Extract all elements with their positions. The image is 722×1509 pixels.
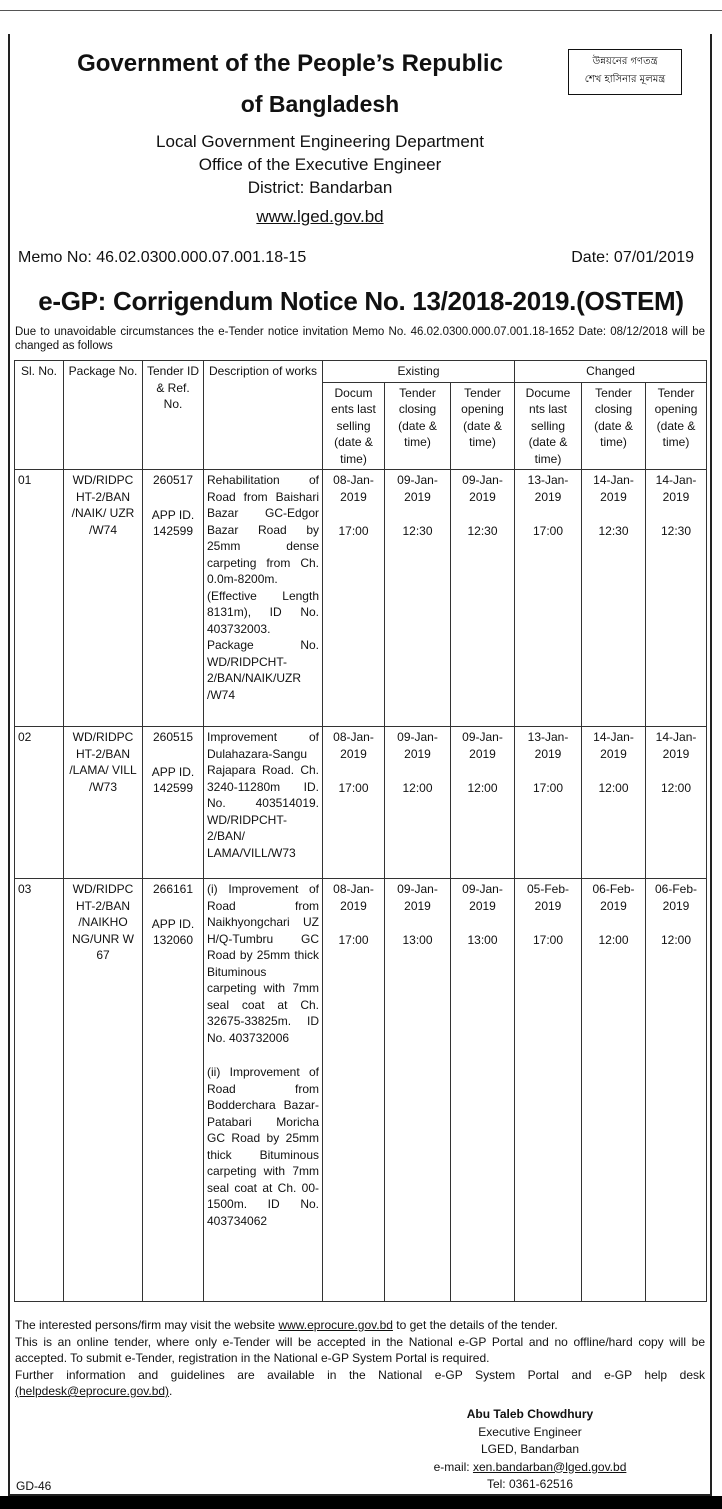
office-name: Office of the Executive Engineer bbox=[198, 155, 442, 174]
cell-changed-closing bbox=[582, 470, 646, 727]
cell-existing-opening bbox=[451, 470, 515, 727]
cell-description: Improvement of Dulahazara-Sangu Rajapara Road. Ch. 3240-11280m ID. No. 403514019. WD/RIDPCHT-2/BAN/ LAMA/VILL/W73 bbox=[204, 727, 323, 879]
website-link[interactable]: www.lged.gov.bd bbox=[256, 207, 384, 226]
time: 12:00 bbox=[661, 933, 692, 947]
date: 13-Jan-2019 bbox=[527, 473, 569, 504]
cell-tender-id bbox=[143, 879, 204, 1302]
header-changed: Changed bbox=[515, 361, 707, 383]
cell-changed-opening bbox=[646, 879, 707, 1302]
notice-intro: Due to unavoidable circumstances the e-Tender notice invitation Memo No. 46.02.0300.000.07.001.18-1652 Date: 08/12/2018 will be changed as follows bbox=[15, 326, 705, 352]
cell-existing-docs bbox=[323, 727, 385, 879]
cell-existing-closing bbox=[385, 470, 451, 727]
stamp-line: উন্নয়নের গণতন্ত্র bbox=[592, 56, 658, 67]
eprocure-link[interactable]: www.eprocure.gov.bd bbox=[278, 1318, 393, 1332]
date: 08-Jan-2019 bbox=[333, 882, 374, 913]
date: 09-Jan-2019 bbox=[462, 473, 503, 504]
cell-changed-docs bbox=[515, 470, 582, 727]
header-existing-opening: Tender opening (date & time) bbox=[451, 382, 515, 470]
header-package: Package No. bbox=[64, 361, 143, 470]
time: 12:00 bbox=[402, 781, 433, 795]
department-block bbox=[40, 130, 600, 199]
notice-heading: e-GP: Corrigendum Notice No. 13/2018-2019.(OSTEM) bbox=[38, 286, 684, 316]
department-name: Local Government Engineering Department bbox=[156, 132, 484, 151]
cell-sl: 01 bbox=[15, 470, 64, 727]
table-row bbox=[15, 879, 707, 1302]
time: 17:00 bbox=[338, 933, 369, 947]
header-existing-closing: Tender closing (date & time) bbox=[385, 382, 451, 470]
memo-date: Date: 07/01/2019 bbox=[571, 249, 694, 266]
time: 12:00 bbox=[661, 781, 692, 795]
time: 12:00 bbox=[467, 781, 498, 795]
time: 17:00 bbox=[532, 781, 564, 795]
cell-sl: 03 bbox=[15, 879, 64, 1302]
email-label: e-mail: bbox=[433, 1459, 473, 1474]
date: 08-Jan-2019 bbox=[333, 473, 374, 504]
table-header-row bbox=[15, 361, 707, 383]
time: 12:30 bbox=[598, 524, 629, 538]
helpdesk-email-link[interactable]: (helpdesk@eprocure.gov.bd) bbox=[15, 1384, 170, 1398]
date: 09-Jan-2019 bbox=[397, 473, 438, 504]
cell-tender-id bbox=[143, 727, 204, 879]
note-text: The interested persons/firm may visit the website bbox=[15, 1318, 279, 1332]
header-sl: Sl. No. bbox=[15, 361, 64, 470]
note-online-tender: This is an online tender, where only e-Tender will be accepted in the National e-GP Portal and no offline/hard copy will be accepted. To submit e-Tender, registration in the National e-GP System Portal is required. bbox=[15, 1334, 705, 1365]
cell-existing-closing bbox=[385, 727, 451, 879]
date: 14-Jan-2019 bbox=[655, 730, 697, 761]
government-title-line2: of Bangladesh bbox=[240, 91, 400, 117]
cell-existing-docs bbox=[323, 470, 385, 727]
cell-existing-docs bbox=[323, 879, 385, 1302]
date: 09-Jan-2019 bbox=[397, 730, 438, 761]
table-row bbox=[15, 470, 707, 727]
tender-id: 266161 bbox=[152, 882, 194, 896]
time: 17:00 bbox=[338, 524, 369, 538]
date: 05-Feb-2019 bbox=[526, 882, 570, 913]
cell-changed-closing bbox=[582, 727, 646, 879]
date: 09-Jan-2019 bbox=[397, 882, 438, 913]
header-changed-docs: Docume nts last selling (date & time) bbox=[515, 382, 582, 470]
date: 13-Jan-2019 bbox=[527, 730, 569, 761]
app-id: APP ID. 142599 bbox=[151, 764, 195, 795]
time: 13:00 bbox=[467, 933, 498, 947]
cell-sl: 02 bbox=[15, 727, 64, 879]
cell-tender-id bbox=[143, 470, 204, 727]
cell-package: WD/RIDPC HT-2/BAN /NAIKHO NG/UNR W 67 bbox=[64, 879, 143, 1302]
tender-id: 260515 bbox=[152, 730, 194, 744]
tender-id: 260517 bbox=[152, 473, 194, 487]
time: 12:00 bbox=[598, 781, 629, 795]
time: 12:30 bbox=[661, 524, 692, 538]
date: 06-Feb-2019 bbox=[655, 882, 698, 913]
notes-block bbox=[15, 1317, 705, 1400]
description-part: (ii) Improvement of Road from Bodderchara Bazar-Patabari Moricha GC Road by 25mm thick Bituminous carpeting with 7mm seal coat at Ch. 00-1500m. ID No. 403734062 bbox=[207, 1065, 319, 1228]
cell-package: WD/RIDPC HT-2/BAN /NAIK/ UZR /W74 bbox=[64, 470, 143, 727]
header-existing-docs: Docum ents last selling (date & time) bbox=[323, 382, 385, 470]
date: 09-Jan-2019 bbox=[462, 730, 503, 761]
cell-existing-opening bbox=[451, 879, 515, 1302]
cell-existing-opening bbox=[451, 727, 515, 879]
cell-package: WD/RIDPC HT-2/BAN /LAMA/ VILL /W73 bbox=[64, 727, 143, 879]
cell-changed-docs bbox=[515, 727, 582, 879]
note-helpdesk bbox=[15, 1367, 705, 1400]
note-text: to get the details of the tender. bbox=[392, 1318, 558, 1332]
cell-changed-opening bbox=[646, 470, 707, 727]
cell-description bbox=[204, 879, 323, 1302]
slogan-stamp bbox=[568, 49, 682, 95]
signatory-email bbox=[420, 1459, 640, 1477]
note-text: . bbox=[169, 1384, 173, 1398]
note-website bbox=[15, 1317, 705, 1334]
header-tender-id: Tender ID & Ref. No. bbox=[143, 361, 204, 470]
app-id: APP ID. 132060 bbox=[151, 916, 195, 947]
time: 12:00 bbox=[598, 933, 629, 947]
date: 06-Feb-2019 bbox=[592, 882, 635, 913]
gd-code: GD-46 bbox=[16, 1479, 52, 1493]
table-row bbox=[15, 727, 707, 879]
government-title: Government of the People’s Republic bbox=[77, 50, 503, 77]
tender-table bbox=[14, 360, 707, 1302]
signature-block bbox=[420, 1406, 640, 1494]
note-text: Further information and guidelines are available in the National e-GP System Portal and e-GP help desk bbox=[15, 1367, 705, 1382]
time: 17:00 bbox=[532, 933, 564, 947]
signatory-tel: Tel: 0361-62516 bbox=[486, 1477, 574, 1491]
date: 14-Jan-2019 bbox=[593, 730, 634, 761]
signatory-office: LGED, Bandarban bbox=[480, 1442, 580, 1456]
cell-description: Rehabilitation of Road from Baishari Bazar GC-Edgor Bazar Road by 25mm dense carpeting from Ch. 0.0m-8200m. (Effective Length 8131m), ID No. 403732003. Package No. WD/RIDPCHT-2/BAN/NAIK/UZR /W74 bbox=[204, 470, 323, 727]
signatory-name: Abu Taleb Chowdhury bbox=[466, 1407, 594, 1421]
memo-number: Memo No: 46.02.0300.000.07.001.18-15 bbox=[18, 249, 307, 266]
time: 12:30 bbox=[402, 524, 433, 538]
date: 09-Jan-2019 bbox=[462, 882, 503, 913]
cell-changed-opening bbox=[646, 727, 707, 879]
date: 14-Jan-2019 bbox=[655, 473, 697, 504]
district-name: District: Bandarban bbox=[247, 178, 393, 197]
top-rule bbox=[0, 10, 722, 11]
bottom-bar bbox=[0, 1496, 722, 1509]
app-id: APP ID. 142599 bbox=[151, 507, 195, 538]
cell-changed-docs bbox=[515, 879, 582, 1302]
description-part: (i) Improvement of Road from Naikhyongchari UZ H/Q-Tumbru GC Road by 25mm thick Bituminous carpeting with 7mm seal coat at Ch. 32675-33825m. ID No. 403732006 bbox=[207, 882, 319, 1045]
header-description: Description of works bbox=[204, 361, 323, 470]
time: 17:00 bbox=[338, 781, 369, 795]
stamp-line: শেখ হাসিনার মূলমন্ত্র bbox=[584, 74, 666, 85]
header-changed-closing: Tender closing (date & time) bbox=[582, 382, 646, 470]
time: 17:00 bbox=[532, 524, 564, 538]
date: 14-Jan-2019 bbox=[593, 473, 634, 504]
cell-changed-closing bbox=[582, 879, 646, 1302]
header-changed-opening: Tender opening (date & time) bbox=[646, 382, 707, 470]
email-link[interactable]: xen.bandarban@lged.gov.bd bbox=[472, 1459, 627, 1474]
date: 08-Jan-2019 bbox=[333, 730, 374, 761]
time: 13:00 bbox=[402, 933, 433, 947]
signatory-designation: Executive Engineer bbox=[478, 1424, 582, 1439]
header-existing: Existing bbox=[323, 361, 515, 383]
time: 12:30 bbox=[467, 524, 498, 538]
cell-existing-closing bbox=[385, 879, 451, 1302]
